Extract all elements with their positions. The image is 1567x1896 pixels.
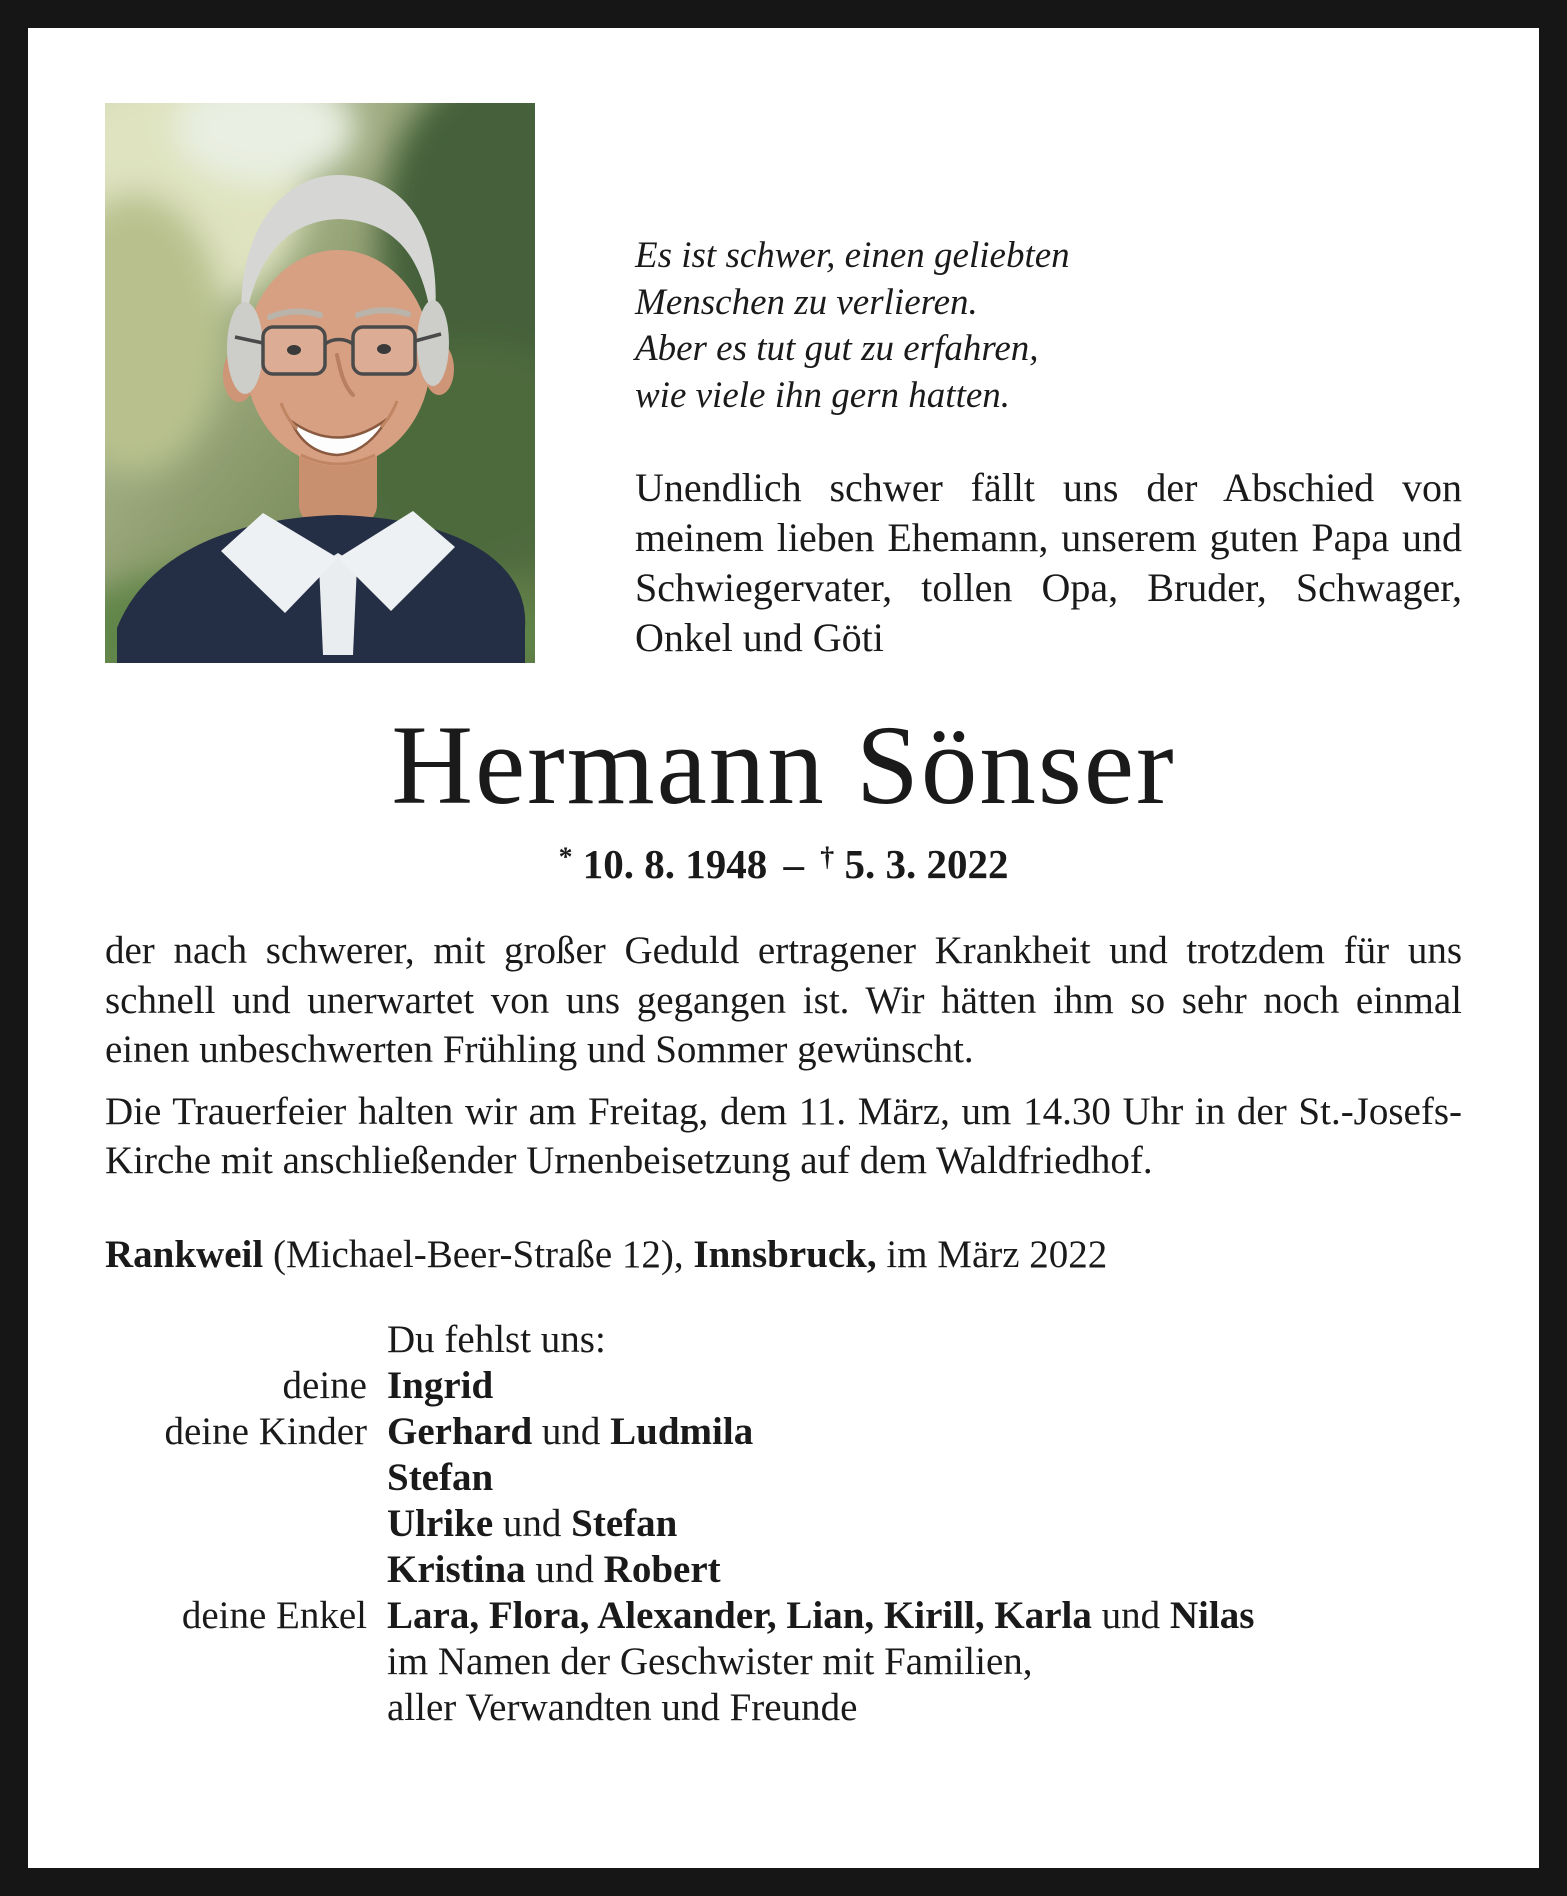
mourner-label bbox=[105, 1317, 367, 1363]
funeral-paragraph: Die Trauerfeier halten wir am Freitag, dem 11. März, um 14.30 Uhr in der St.-Josefs-Kirche mit anschließender Urnenbeisetzung auf dem Waldfriedhof. bbox=[105, 1089, 1462, 1183]
mourner-label bbox=[105, 1547, 367, 1593]
mourner-name: Kristina bbox=[387, 1547, 526, 1591]
mourner-label bbox=[105, 1501, 367, 1547]
quote-line: Aber es tut gut zu erfahren, bbox=[635, 328, 1039, 370]
obituary-page bbox=[28, 28, 1539, 1868]
location-date: im März 2022 bbox=[876, 1232, 1108, 1276]
top-section bbox=[105, 103, 1462, 663]
mourner-name: Ulrike bbox=[387, 1501, 494, 1545]
mourner-names bbox=[387, 1409, 1462, 1455]
mourner-text: und bbox=[525, 1547, 604, 1591]
location-place-1: Rankweil bbox=[105, 1232, 264, 1276]
mourner-name: Lara, Flora, Alexander, Lian, Kirill, Karla bbox=[387, 1593, 1092, 1637]
memorial-quote bbox=[635, 233, 1462, 419]
mourner-name: Robert bbox=[603, 1547, 721, 1591]
mourner-label: deine Enkel bbox=[181, 1593, 367, 1637]
death-symbol: † bbox=[820, 841, 835, 873]
quote-line: Es ist schwer, einen geliebten bbox=[635, 235, 1070, 276]
mourner-name: Stefan bbox=[571, 1501, 678, 1545]
mourner-text: und bbox=[1091, 1593, 1170, 1637]
quote-line: Menschen zu verlieren. bbox=[635, 281, 978, 323]
mourner-name: Gerhard bbox=[387, 1409, 533, 1453]
birth-date: 10. 8. 1948 bbox=[582, 841, 768, 887]
mourner-label: deine Kinder bbox=[164, 1409, 367, 1453]
mourner-names bbox=[387, 1455, 1462, 1501]
mourner-names bbox=[387, 1639, 1462, 1685]
portrait-photo bbox=[105, 103, 535, 663]
death-date: 5. 3. 2022 bbox=[844, 841, 1009, 887]
right-column bbox=[635, 103, 1462, 663]
mourner-name: Ingrid bbox=[387, 1363, 494, 1407]
intro-text: Unendlich schwer fällt uns der Abschied von meinem lieben Ehemann, unserem guten Papa und Schwiegervater, tollen Opa, Bruder, Schwager, Onkel und Göti bbox=[635, 465, 1462, 660]
mourner-name: Ludmila bbox=[610, 1409, 754, 1453]
life-dates bbox=[105, 840, 1462, 888]
mourner-name: Nilas bbox=[1169, 1593, 1255, 1637]
mourner-names bbox=[387, 1547, 1462, 1593]
mourner-name: Stefan bbox=[387, 1455, 494, 1499]
deceased-name: Hermann Sönser bbox=[391, 703, 1176, 828]
mourner-text: im Namen der Geschwister mit Familien, bbox=[387, 1639, 1033, 1683]
mourner-names bbox=[387, 1685, 1462, 1731]
mourner-label: deine bbox=[282, 1363, 367, 1407]
mourner-text: und bbox=[493, 1501, 572, 1545]
location-place-2: Innsbruck, bbox=[693, 1232, 877, 1276]
mourner-names bbox=[387, 1501, 1462, 1547]
farewell-heading: Du fehlst uns: bbox=[387, 1317, 606, 1361]
mourner-text: aller Verwandten und Freunde bbox=[387, 1685, 858, 1729]
mourner-names bbox=[387, 1363, 1462, 1409]
mourner-label bbox=[105, 1455, 367, 1501]
location-street: (Michael-Beer-Straße 12), bbox=[263, 1232, 694, 1276]
quote-line: wie viele ihn gern hatten. bbox=[635, 374, 1011, 416]
mourner-names bbox=[387, 1593, 1462, 1639]
date-separator: – bbox=[783, 841, 804, 887]
obituary-paragraph: der nach schwerer, mit großer Geduld ertragener Krankheit und trotzdem für uns schnell und unerwartet von uns gegangen ist. Wir hätten ihm so sehr noch einmal einen unbeschwerten Frühling und Sommer gewünscht. bbox=[105, 929, 1462, 1072]
mourner-label bbox=[105, 1685, 367, 1731]
mourner-label bbox=[105, 1639, 367, 1685]
mourners-section bbox=[105, 1317, 1462, 1731]
location-line bbox=[105, 1232, 1462, 1277]
mourner-text: und bbox=[532, 1409, 611, 1453]
birth-symbol: * bbox=[558, 841, 573, 873]
